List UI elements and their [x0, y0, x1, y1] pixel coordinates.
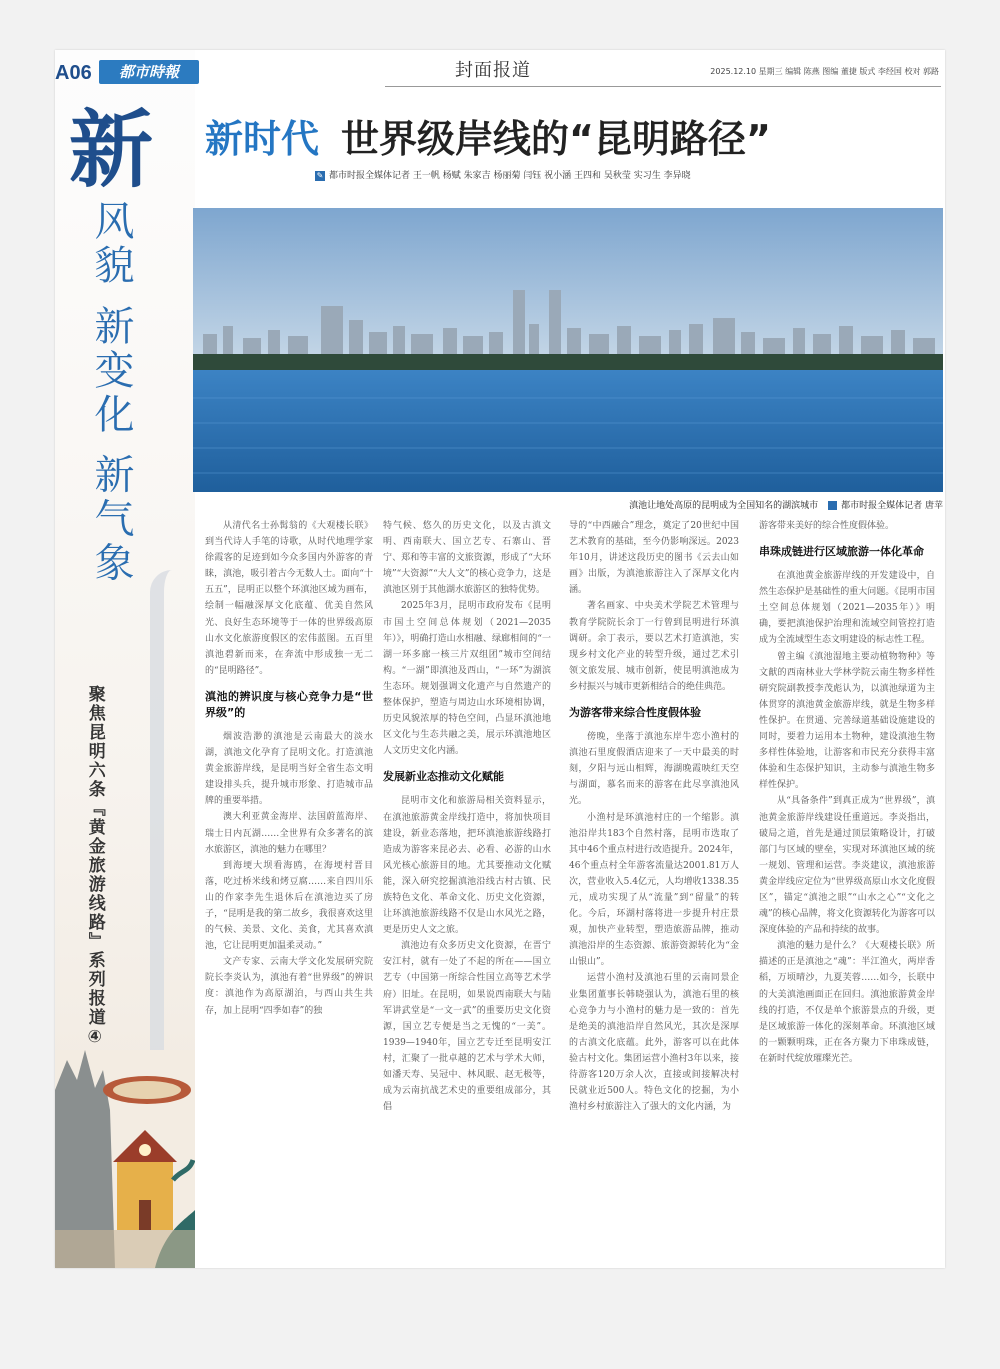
body-paragraph: 曾主编《滇池湿地主要动植物物种》等文献的西南林业大学林学院云南生物多样性研究院副教授李茂彪认为，以滇池绿道为主体贯穿的滇池黄金旅游岸线，就是生物多样性保护。在贯通、完善绿道基础设施建设的同时，要着力运用本土物种，建设滇池生物多样性体验地，让游客和市民充分获得丰富体验和生态保护知识，主动参与滇池生物多样性保护。 [759, 651, 935, 791]
section-title: 封面报道 [455, 60, 531, 81]
body-paragraph: 特气候、悠久的历史文化，以及古滇文明、西南联大、国立艺专、石寨山、晋宁、郑和等丰富的文旅资源，形成了“大环境”“大资源”“大人文”的核心竞争力，这是滇池区别于其他湖水旅游区的独特优势。 [383, 521, 551, 596]
sidebar-slogan: 风貌 新变化 新气象 [88, 200, 134, 586]
byline-text: 都市时报全媒体记者 王一帆 杨赋 朱家吉 杨丽菊 闫钰 祝小涵 王四和 吴秋莹 实习生 李异晓 [329, 171, 691, 181]
byline [315, 168, 691, 181]
body-paragraph: 从“具备条件”到真正成为“世界级”，滇池黄金旅游岸线建设任重道远。李炎指出，破局之道，首先是通过顶层策略设计，打破部门与区域的壁垒，实现对环滇池区域的统一规划、管理和运营。李炎建议，滇池旅游黄金岸线应定位为“世界级高原山水文化度假区”，锚定“滇池之眼”“山水之心”“文化之魂”的核心品牌，将文化资源转化为游客可以深度体验的产品和持续的故事。 [759, 796, 935, 936]
body-paragraph: 在滇池黄金旅游岸线的开发建设中，自然生态保护是基础性的重大问题。《昆明市国土空间总体规划（2021—2035年）》明确，要把滇池保护治理和流域空间管控打造成为全流域型生态文明建设的标志性工程。 [759, 571, 935, 646]
caption-text: 滇池让地处高原的昆明成为全国知名的湖滨城市 [629, 501, 819, 511]
newspaper-logo: 都市時報 [99, 60, 199, 84]
article-column-4 [759, 518, 935, 1268]
body-paragraph: 运营小渔村及滇池石里的云南同景企业集团董事长韩晓强认为，滇池石里的核心竞争力与小渔村的魅力是一致的：首先是绝美的滇池沿岸自然风光，其次是深厚的古滇文化底蕴。此外，游客可以在此体验古村文化。集团运营小渔村3年以来，接待游客120万余人次，直接或间接解决村民就业近500人。特色文化的挖掘，为小渔村乡村旅游注入了强大的文化内涵，为 [569, 973, 739, 1113]
camera-credit-icon [828, 501, 837, 510]
masthead-divider [385, 86, 941, 87]
headline-part-b: 世界级岸线的“昆明路径” [341, 117, 771, 161]
pen-icon: ✎ [316, 170, 324, 180]
article-column-1 [205, 518, 373, 1268]
body-paragraph: 到海埂大坝看海鸥，在海埂村晋目落，吃过桥米线和烤豆腐……来自四川乐山的作家李先生退休后在滇池边买了房子，“昆明是我的第二故乡，我很喜欢这里的气候、美景、文化、美食，尤其喜欢滇池，它让昆明更加温柔灵动。” [205, 860, 373, 952]
subheading: 发展新业态推动文化赋能 [383, 770, 504, 784]
body-paragraph: 烟波浩渺的滇池是云南最大的淡水湖，滇池文化孕育了昆明文化。打造滇池黄金旅游岸线，是昆明当好全省生态文明建设排头兵，提升城市形象、打造城市品牌的重要举措。 [205, 731, 373, 807]
photo-credit: 都市时报全媒体记者 唐苹 [841, 501, 943, 511]
body-paragraph: 游客带来美好的综合性度假体验。 [759, 521, 895, 531]
article-column-2 [383, 518, 551, 1268]
sidebar-big-character: 新 [69, 100, 154, 199]
body-paragraph: 2025年3月，昆明市政府发布《昆明市国土空间总体规划（2021—2035年）》，明确打造山水相融、绿廊相间的“一湖一环多廊一核三片双组团”城市空间结构。“一湖”即滇池及西山，“一环”为湖滨生态环。规划强调文化遗产与自然遗产的整体保护，塑造与周边山水环境相协调，历史风貌浓厚的特色空间，凸显环滇池地区文化与生态共融之美，展示环滇池地区人文历史文化内涵。 [383, 601, 551, 757]
body-paragraph: 昆明市文化和旅游局相关资料显示，在滇池旅游黄金岸线打造中，将加快项目建设，新业态落地，把环滇池旅游线路打造成为游客来昆必去、必看、必游的山水风光核心旅游目的地。尤其要推动文化赋能，深入研究挖掘滇池沿线古村古镇、民族特色文化、革命文化、历史文化资源，让环滇池旅游线路不仅是山水风光之路，更是历史人文之旅。 [383, 796, 551, 936]
headline [205, 108, 935, 163]
body-paragraph: 著名画家、中央美术学院艺术管理与教育学院院长余丁一行曾到昆明进行环滇调研。余丁表示，要以艺术打造滇池，实现乡村文化产业的转型升级，通过艺术引领文旅发展、城市创新，使昆明滇池成为乡村振兴与城市更新相结合的绝佳典范。 [569, 601, 739, 692]
body-paragraph: 导的“中西融合”理念，奠定了20世纪中国艺术教育的基础，至今仍影响深远。2023年10月，讲述这段历史的图书《云去山如画》出版，为滇池旅游注入了深厚文化内涵。 [569, 521, 739, 596]
dianchi-lake-photo [193, 208, 943, 492]
subheading: 滇池的辨识度与核心竞争力是“世界级”的 [205, 689, 373, 719]
page-number: A06 [55, 62, 92, 84]
subheading: 串珠成链进行区域旅游一体化革命 [759, 545, 924, 559]
body-paragraph: 傍晚，坐落于滇池东岸牛恋小渔村的滇池石里度假酒店迎来了一天中最美的时刻，夕阳与远山相辉，海湖晚霞映红天空与湖面，慕名而来的游客在此尽享滇池风光。 [569, 732, 739, 807]
body-paragraph: 滇池边有众多历史文化资源，在晋宁安江村，就有一处了不起的所在——国立艺专（中国第一所综合性国立高等艺术学府）旧址。在昆明，如果说西南联大与陆军讲武堂是“一文一武”的重要历史文化资源，国立艺专便是当之无愧的“一美”。1939—1940年，国立艺专迁至昆明安江村，汇聚了一批卓越的艺术与学术大师，如潘天寿、吴冠中、林风眠、赵无极等，成为云南抗战艺术史的重要组成部分，其倡 [383, 941, 551, 1113]
newspaper-page [55, 50, 945, 1268]
article-column-3 [569, 518, 739, 1268]
body-paragraph: 小渔村是环滇池村庄的一个缩影。滇池沿岸共183个自然村落，昆明市选取了其中46个重点村进行改造提升。2024年，46个重点村全年游客流量达2001.81万人次，营业收入5.4亿元，人均增收1338.35元，成功实现了从“流量”到“留量”的转化。今后，环湖村落将进一步提升村庄景观，加快产业转型，塑造旅游品牌，推动滇池沿岸的生态资源、旅游资源转化为“金山银山”。 [569, 812, 739, 968]
decorative-wave [150, 570, 194, 1130]
date-editor-info: 2025.12.10 星期三 编辑 陈燕 图编 董捷 版式 李经国 校对 郭路 [710, 67, 939, 76]
body-paragraph: 滇池的魅力是什么？《大观楼长联》所描述的正是滇池之“魂”：半江渔火，两岸香稻，万顷晴沙，九夏芙蓉……如今，长联中的大美滇池画面正在回归。滇池旅游黄金岸线的打造，不仅是单个旅游景点的升级，更是区域旅游一体化的深刻革命。环滇池区域的一颗颗明珠，正在各方聚力下串珠成链，在新时代绽放璀璨光芒。 [759, 941, 935, 1064]
series-title: 聚焦昆明六条『黄金旅游线路』系列报道④ [84, 685, 105, 1049]
body-paragraph: 从清代名士孙髯翁的《大观楼长联》到当代诗人手笔的诗歌，从时代地理学家徐霞客的足迹到如今众多国内外游客的青睐，滇池，吸引着古今无数人士。面向“十五五”，昆明正以整个环滇池区域为画布，绘制一幅融深厚文化底蕴、优美自然风光、良好生态环境等于一体的世界级高原山水文化旅游度假区的宏伟蓝图。五百里滇池碧新而来，在奔流中形成独一无二的“昆明路径”。 [205, 521, 373, 676]
decorative-illustration [55, 1050, 195, 1268]
body-paragraph: 文产专家、云南大学文化发展研究院院长李炎认为，滇池有着“世界级”的辨识度：滇池作为高原湖泊，与西山共生共存，加上昆明“四季如春”的独 [205, 957, 373, 1016]
photo-caption [515, 498, 943, 511]
body-paragraph: 澳大利亚黄金海岸、法国蔚蓝海岸、瑞士日内瓦湖……全世界有众多著名的滨水旅游区，滇池的魅力在哪里？ [205, 812, 373, 855]
subheading: 为游客带来综合性度假体验 [569, 706, 701, 720]
headline-part-a: 新时代 [205, 117, 320, 161]
